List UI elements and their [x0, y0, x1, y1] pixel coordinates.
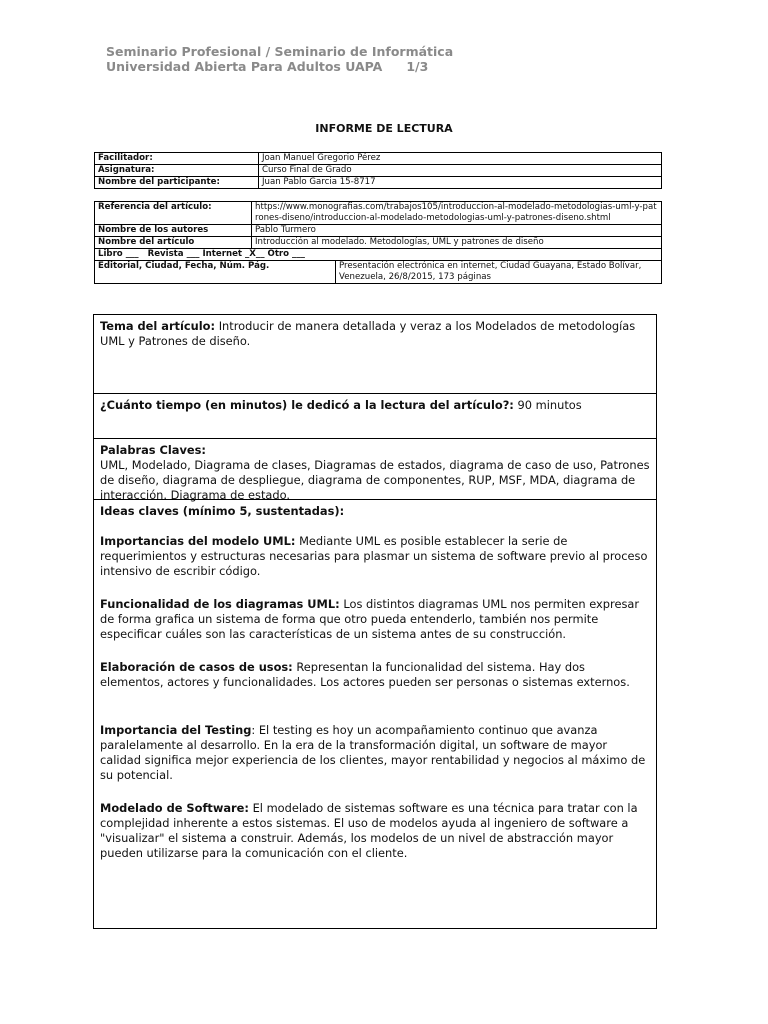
- editorial-label: Editorial, Ciudad, Fecha, Núm. Pág.: [95, 261, 336, 284]
- keywords-text: UML, Modelado, Diagrama de clases, Diagramas de estados, diagrama de caso de uso, Patrones de diseño, diagrama de despliegue, diagrama de componentes, RUP, MSF, MDA, diagrama de interacción. Diagrama de estado.: [100, 458, 650, 502]
- table-row: [95, 249, 662, 261]
- subject-value: Curso Final de Grado: [259, 165, 662, 177]
- reference-table: [94, 201, 662, 284]
- reading-time-value: 90 minutos: [517, 398, 582, 412]
- report-title: INFORME DE LECTURA: [315, 122, 453, 135]
- key-idea: Importancia del Testing: El testing es hoy un acompañamiento continuo que avanza paralelamente al desarrollo. En la era de la transformación digital, un software de mayor calidad significa mejor experiencia de los clientes, mayor rentabilidad y negocios al máximo de su potencial.: [100, 723, 646, 782]
- key-idea: Elaboración de casos de usos: Representan la funcionalidad del sistema. Hay dos elementos, actores y funcionalidades. Los actores pueden ser personas o sistemas externos.: [100, 660, 630, 689]
- topic-section: [94, 315, 656, 394]
- key-idea: Funcionalidad de los diagramas UML: Los distintos diagramas UML nos permiten expresar de forma grafica un sistema de forma que otro pueda entenderlo, también nos permite especificar cuáles son las características de un sistema antes de su construcción.: [100, 597, 640, 641]
- report-body: [93, 314, 657, 929]
- authors-value: Pablo Turmero: [252, 225, 662, 237]
- header-course: Seminario Profesional / Seminario de Informática: [106, 44, 454, 59]
- key-ideas-section: [94, 500, 656, 883]
- table-row: [95, 153, 662, 165]
- facilitator-label: Facilitador:: [95, 153, 259, 165]
- table-row: [95, 177, 662, 189]
- reading-time-section: [94, 394, 656, 439]
- source-type-line: Libro ___ Revista ___ Internet _X__ Otro ___: [95, 249, 662, 261]
- table-row: [95, 237, 662, 249]
- topic-text: Introducir de manera detallada y veraz a los Modelados de metodologías UML y Patrones de diseño.: [100, 319, 636, 348]
- reference-url: https://www.monografias.com/trabajos105/introduccion-al-modelado-metodologias-uml-y-patrones-diseno/introduccion-al-modelado-metodologias-uml-y-patrones-diseno.shtml: [252, 202, 662, 225]
- participant-info-table: [94, 152, 662, 189]
- key-idea: Importancias del modelo UML: Mediante UML es posible establecer la serie de requerimientos y estructuras necesarias para plasmar un sistema de software previo al proceso intensivo de escribir código.: [100, 534, 648, 578]
- topic-label: Tema del artículo:: [100, 319, 216, 333]
- facilitator-value: Joan Manuel Gregorio Pérez: [259, 153, 662, 165]
- authors-label: Nombre de los autores: [95, 225, 252, 237]
- header-university: Universidad Abierta Para Adultos UAPA: [106, 59, 383, 74]
- key-idea: Modelado de Software: El modelado de sistemas software es una técnica para tratar con la complejidad inherente a estos sistemas. El uso de modelos ayuda al ingeniero de software a "visualizar" el sistema a construir. Además, los modelos de un nivel de abstracción mayor pueden utilizarse para la comunicación con el cliente.: [100, 801, 638, 860]
- header-university-line: [106, 59, 453, 74]
- document-header: [106, 44, 453, 74]
- keywords-section: [94, 439, 656, 500]
- editorial-value: Presentación electrónica en internet, Ciudad Guayana, Estado Bolívar, Venezuela, 26/8/2015, 173 páginas: [336, 261, 662, 284]
- article-name-label: Nombre del artículo: [95, 237, 252, 249]
- participant-label: Nombre del participante:: [95, 177, 259, 189]
- keywords-label: Palabras Claves:: [100, 443, 206, 457]
- reference-label: Referencia del artículo:: [95, 202, 252, 225]
- reading-time-label: ¿Cuánto tiempo (en minutos) le dedicó a la lectura del artículo?:: [100, 398, 514, 412]
- page-number: 1/3: [406, 59, 429, 74]
- table-row: [95, 165, 662, 177]
- key-ideas-label: Ideas claves (mínimo 5, sustentadas):: [100, 504, 345, 518]
- participant-value: Juan Pablo Garcia 15-8717: [259, 177, 662, 189]
- subject-label: Asignatura:: [95, 165, 259, 177]
- article-name-value: Introducción al modelado. Metodologías, UML y patrones de diseño: [252, 237, 662, 249]
- table-row: [95, 225, 662, 237]
- table-row: [95, 261, 662, 284]
- table-row: [95, 202, 662, 225]
